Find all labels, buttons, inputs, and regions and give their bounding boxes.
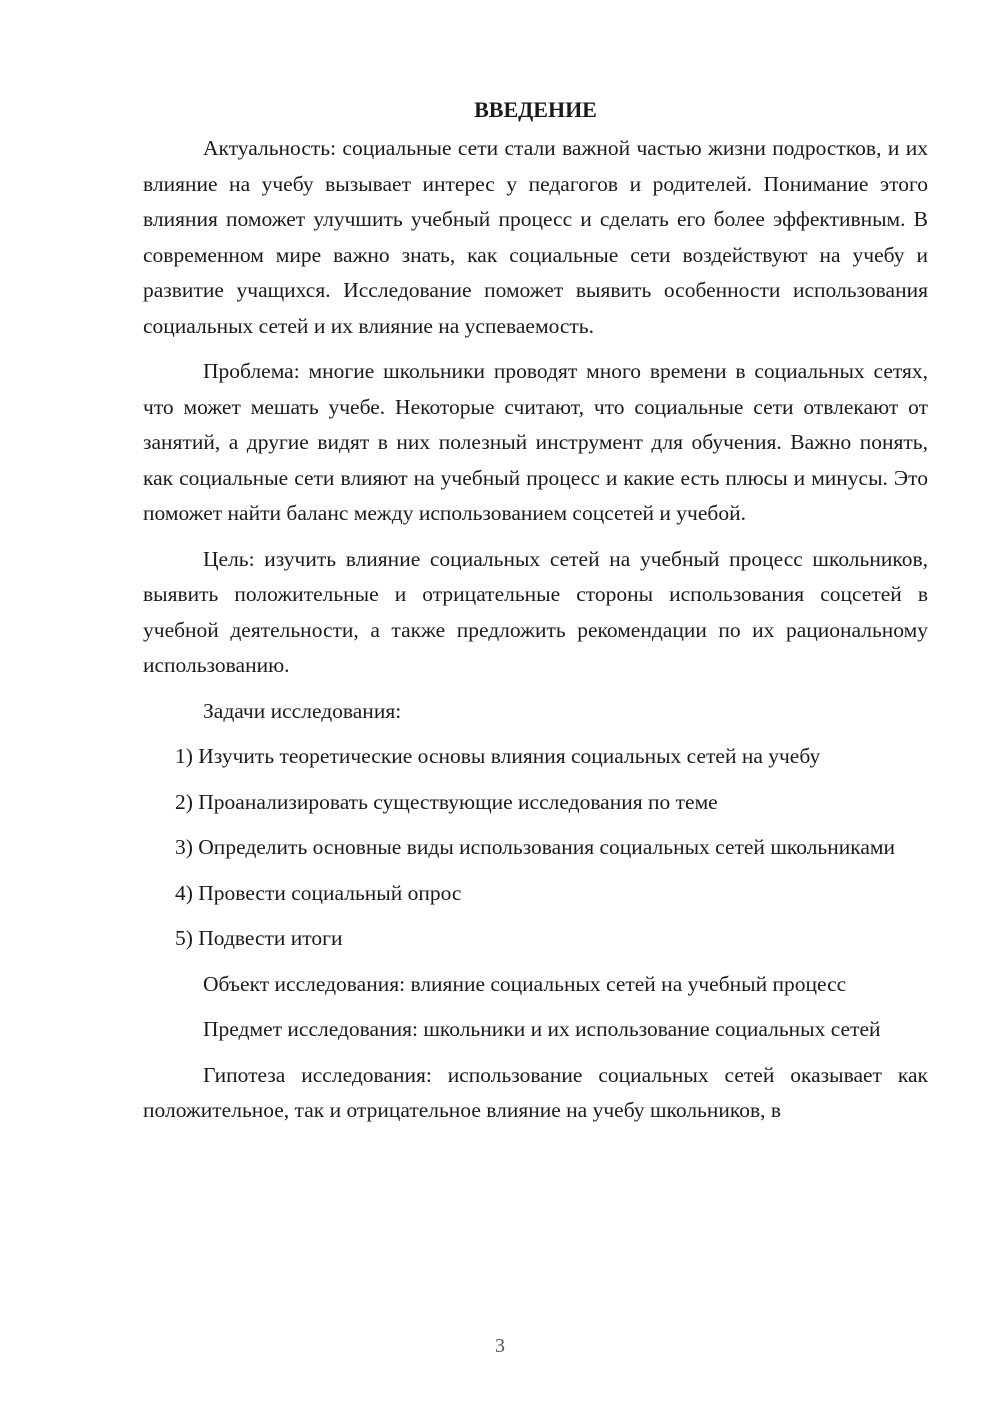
task-item-4: 4) Провести социальный опрос (175, 880, 462, 905)
page-title: ВВЕДЕНИЕ (474, 97, 597, 122)
paragraph-goal: Цель: изучить влияние социальных сетей на учебный процесс школьников, выявить положительные и отрицательные стороны использования соцсетей в учебной деятельности, а также предложить рекомендации по их рациональному использованию. (143, 546, 928, 677)
document-page (143, 95, 928, 1139)
paragraph-problem: Проблема: многие школьники проводят много времени в социальных сетях, что может мешать учебе. Некоторые считают, что социальные сети отвлекают от занятий, а другие видят в них полезный инструмент для обучения. Важно понять, как социальные сети влияют на учебный процесс и какие есть плюсы и минусы. Это поможет найти баланс между использованием соцсетей и учебой. (143, 359, 928, 525)
task-item-1: 1) Изучить теоретические основы влияния социальных сетей на учебу (175, 744, 821, 768)
page-number: 3 (495, 1335, 505, 1357)
task-item-3: 3) Определить основные виды использования социальных сетей школьниками (175, 835, 896, 859)
paragraph-relevance: Актуальность: социальные сети стали важной частью жизни подростков, и их влияние на учебу вызывает интерес у педагогов и родителей. Понимание этого влияния поможет улучшить учебный процесс и сделать его более эффективным. В современном мире важно знать, как социальные сети воздействуют на учебу и развитие учащихся. Исследование поможет выявить особенности использования социальных сетей и их влияние на успеваемость. (143, 136, 928, 338)
task-item-5: 5) Подвести итоги (175, 926, 343, 950)
tasks-heading: Задачи исследования: (203, 698, 402, 723)
task-item-2: 2) Проанализировать существующие исследования по теме (175, 789, 718, 814)
paragraph-hypothesis: Гипотеза исследования: использование социальных сетей оказывает как положительное, так и отрицательное влияние на учебу школьников, в (143, 1062, 928, 1122)
paragraph-subject: Предмет исследования: школьники и их использование социальных сетей (203, 1017, 881, 1041)
paragraph-object: Объект исследования: влияние социальных сетей на учебный процесс (203, 971, 847, 996)
